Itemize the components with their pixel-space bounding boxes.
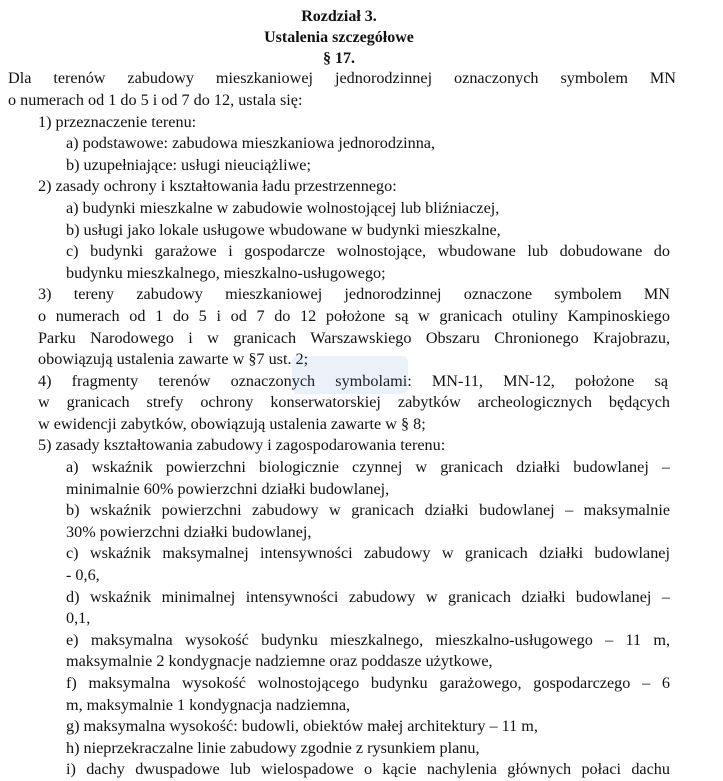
list-item: h) nieprzekraczalne linie zabudowy zgodnie z rysunkiem planu,	[66, 739, 480, 757]
list-item: o numerach od 1 do 5 i od 7 do 12 położone są w granicach otuliny Kampinoskiego	[38, 307, 670, 325]
list-item: a) podstawowe: zabudowa mieszkaniowa jednorodzinna,	[66, 134, 436, 152]
text-line: o numerach od 1 do 5 i od 7 do 12, ustala się:	[8, 91, 303, 109]
text-line: Dla terenów zabudowy mieszkaniowej jednorodzinnej oznaczonych symbolem MN	[8, 69, 676, 87]
list-item: a) budynki mieszkalne w zabudowie wolnostojącej lub bliźniaczej,	[66, 199, 500, 217]
list-item: 30% powierzchni działki budowlanej,	[66, 523, 312, 541]
list-item: b) wskaźnik powierzchni zabudowy w granicach działki budowlanej – maksymalnie	[66, 501, 670, 519]
list-item: m, maksymalnie 1 kondygnacja nadziemna,	[66, 696, 351, 714]
list-item: - 0,6,	[66, 566, 100, 584]
list-item: 3) tereny zabudowy mieszkaniowej jednorodzinnej oznaczone symbolem MN	[38, 285, 670, 303]
section-number: § 17.	[323, 50, 355, 67]
chapter-title: Ustalenia szczegółowe	[264, 29, 414, 46]
list-item: b) uzupełniające: usługi nieuciążliwe;	[66, 156, 311, 174]
list-item: 0,1,	[66, 609, 91, 627]
list-item: 1) przeznaczenie terenu:	[38, 113, 197, 131]
list-item: 5) zasady kształtowania zabudowy i zagospodarowania terenu:	[38, 436, 446, 454]
list-item: minimalnie 60% powierzchni działki budowlanej,	[66, 480, 390, 498]
list-item: c) budynki garażowe i gospodarcze wolnostojące, wbudowane lub dobudowane do	[66, 242, 670, 260]
list-item: Parku Narodowego i w granicach Warszawskiego Obszaru Chronionego Krajobrazu,	[38, 329, 670, 347]
list-item: i) dachy dwuspadowe lub wielospadowe o kącie nachylenia głównych połaci dachu	[66, 760, 670, 778]
list-item: g) maksymalna wysokość: budowli, obiektów małej architektury – 11 m,	[66, 717, 538, 735]
list-item: b) usługi jako lokale usługowe wbudowane w budynki mieszkalne,	[66, 221, 501, 239]
list-item: maksymalnie 2 kondygnacje nadziemne oraz poddasze użytkowe,	[66, 652, 493, 670]
list-item: f) maksymalna wysokość wolnostojącego budynku garażowego, gospodarczego – 6	[66, 674, 670, 692]
list-item: d) wskaźnik minimalnej intensywności zabudowy w granicach działki budowlanej –	[66, 588, 670, 606]
list-item: 2) zasady ochrony i kształtowania ładu przestrzennego:	[38, 177, 397, 195]
list-item: a) wskaźnik powierzchni biologicznie czynnej w granicach działki budowlanej –	[66, 458, 670, 476]
list-item: 4) fragmenty terenów oznaczonych symbolami: MN-11, MN-12, położone są	[38, 372, 668, 390]
list-item: obowiązują ustalenia zawarte w §7 ust. 2;	[38, 350, 309, 368]
list-item: budynku mieszkalnego, mieszkalno-usługowego;	[66, 264, 386, 282]
list-item: w ewidencji zabytków, obowiązują ustalenia zawarte w § 8;	[38, 415, 426, 433]
chapter-number: Rozdział 3.	[301, 8, 377, 25]
list-item: c) wskaźnik maksymalnej intensywności zabudowy w granicach działki budowlanej	[66, 544, 670, 562]
list-item: e) maksymalna wysokość budynku mieszkalnego, mieszkalno-usługowego – 11 m,	[66, 631, 670, 649]
list-item: w granicach strefy ochrony konserwatorskiej zabytków archeologicznych będących	[38, 393, 670, 411]
